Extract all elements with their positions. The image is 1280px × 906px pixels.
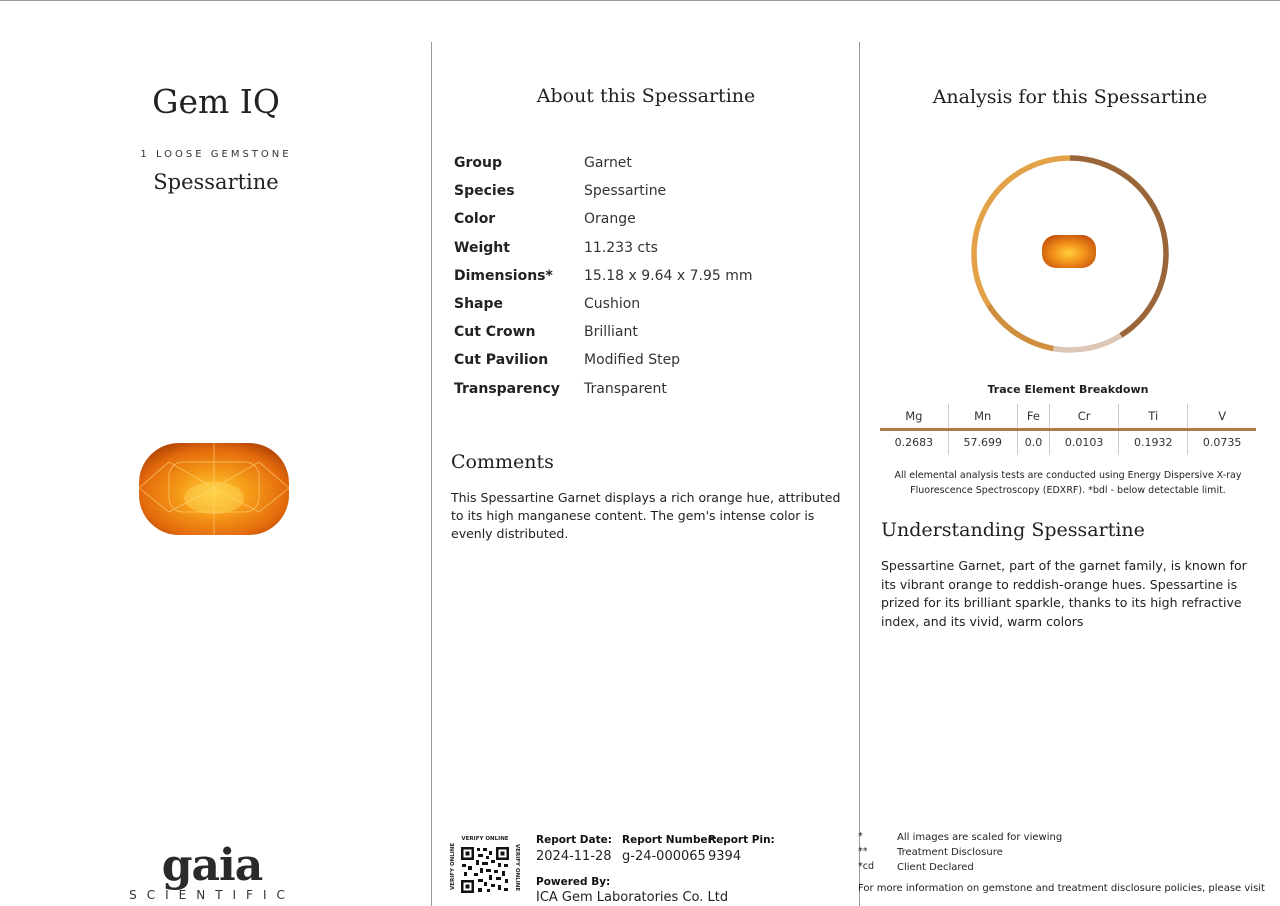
ring-segment-v bbox=[989, 305, 1054, 349]
edx-note: All elemental analysis tests are conducted using Energy Dispersive X-ray Fluorescence Spectroscopy (EDXRF). *bdl - below detectable limit. bbox=[894, 470, 1242, 496]
column-divider-right bbox=[859, 42, 860, 906]
comments-text: This Spessartine Garnet displays a rich orange hue, attributed to its high manganese content. The gem's intense color is evenly distributed. bbox=[451, 490, 841, 541]
analysis-title: Analysis for this Spessartine bbox=[932, 86, 1208, 108]
footnote-key: * bbox=[858, 831, 863, 842]
property-table bbox=[454, 149, 753, 403]
element-header: V bbox=[1188, 404, 1256, 429]
ring-segment-mn bbox=[974, 158, 1070, 305]
property-row bbox=[454, 318, 753, 346]
verify-label-left: VERIFY ONLINE bbox=[450, 842, 456, 890]
footer-more-info: For more information on gemstone and treatment disclosure policies, please visit bbox=[858, 883, 1265, 894]
property-row bbox=[454, 234, 753, 262]
footnote-text: All images are scaled for viewing bbox=[897, 832, 1063, 843]
property-label: Transparency bbox=[454, 380, 560, 397]
property-row bbox=[454, 375, 753, 403]
powered-by-label: Powered By: bbox=[536, 876, 611, 888]
ring-segment-ti bbox=[1053, 335, 1121, 350]
footnote-text: Treatment Disclosure bbox=[897, 847, 1003, 858]
property-label: Weight bbox=[454, 239, 510, 256]
footnote-key: *cd bbox=[858, 861, 875, 872]
comments-title: Comments bbox=[451, 451, 554, 473]
verify-label-right: VERIFY ONLINE bbox=[514, 844, 520, 892]
property-label: Shape bbox=[454, 296, 504, 313]
gaia-logo-wordmark: gaia bbox=[161, 840, 263, 891]
property-row bbox=[454, 149, 753, 177]
trace-element-table bbox=[880, 404, 1256, 455]
element-value: 57.699 bbox=[948, 429, 1017, 455]
gem-name: Spessartine bbox=[153, 170, 279, 194]
property-label: Group bbox=[454, 155, 503, 172]
property-value: Orange bbox=[584, 211, 636, 228]
element-header: Fe bbox=[1017, 404, 1049, 429]
element-value: 0.1932 bbox=[1119, 429, 1188, 455]
element-value: 0.0735 bbox=[1188, 429, 1256, 455]
property-label: Dimensions* bbox=[454, 267, 553, 284]
property-value: 15.18 x 9.64 x 7.95 mm bbox=[584, 267, 753, 284]
about-title: About this Spessartine bbox=[536, 85, 756, 107]
property-value: Cushion bbox=[584, 296, 641, 313]
report-date-value: 2024-11-28 bbox=[536, 849, 612, 864]
property-value: Modified Step bbox=[584, 352, 681, 369]
element-value: 0.2683 bbox=[894, 436, 934, 450]
report-pin-label: Report Pin: bbox=[708, 834, 775, 846]
property-value: 11.233 cts bbox=[584, 239, 658, 256]
property-row bbox=[454, 262, 753, 290]
understanding-title: Understanding Spessartine bbox=[881, 519, 1145, 541]
property-value: Spessartine bbox=[584, 183, 667, 200]
understanding-text: Spessartine Garnet, part of the garnet family, is known for its vibrant orange to reddish-orange hues. Spessartine is prized for its brilliant sparkle, thanks to its high refractive index, and its vivid, warm colors bbox=[881, 558, 1247, 629]
property-label: Color bbox=[454, 211, 496, 228]
footnote-text: Client Declared bbox=[897, 862, 974, 873]
element-value: 0.0 bbox=[1017, 429, 1049, 455]
report-number-value: g-24-000065 bbox=[622, 849, 706, 864]
property-row bbox=[454, 290, 753, 318]
gemstone-count: 1 LOOSE GEMSTONE bbox=[140, 149, 292, 160]
gaia-logo-subtitle: SCIENTIFIC bbox=[129, 888, 295, 902]
property-row bbox=[454, 177, 753, 205]
element-header: Cr bbox=[1050, 404, 1119, 429]
property-label: Cut Pavilion bbox=[454, 352, 549, 369]
property-row bbox=[454, 346, 753, 374]
property-value: Transparent bbox=[584, 380, 667, 397]
element-header: Mn bbox=[948, 404, 1017, 429]
gemstone-thumbnail bbox=[1042, 235, 1096, 268]
report-date-label: Report Date: bbox=[536, 834, 612, 846]
property-label: Species bbox=[454, 183, 515, 200]
trace-element-ring bbox=[968, 150, 1172, 358]
qr-code-icon[interactable] bbox=[460, 846, 510, 894]
element-value: 0.0103 bbox=[1050, 429, 1119, 455]
footnote-key: ** bbox=[858, 846, 868, 857]
property-value: Brilliant bbox=[584, 324, 638, 341]
verify-label-top: VERIFY ONLINE bbox=[461, 836, 509, 842]
verify-qr-block[interactable] bbox=[448, 836, 522, 900]
property-row bbox=[454, 205, 753, 233]
property-value: Garnet bbox=[584, 155, 632, 172]
report-number-label: Report Number: bbox=[622, 834, 718, 846]
element-header: Ti bbox=[1119, 404, 1188, 429]
gemstone-image bbox=[136, 440, 292, 540]
property-label: Cut Crown bbox=[454, 324, 536, 341]
top-border bbox=[0, 0, 1280, 1]
trace-title: Trace Element Breakdown bbox=[987, 383, 1149, 396]
powered-by-value: ICA Gem Laboratories Co. Ltd bbox=[536, 890, 729, 905]
brand-title: Gem IQ bbox=[152, 82, 280, 121]
element-header: Mg bbox=[880, 404, 948, 429]
report-pin-value: 9394 bbox=[708, 849, 742, 864]
